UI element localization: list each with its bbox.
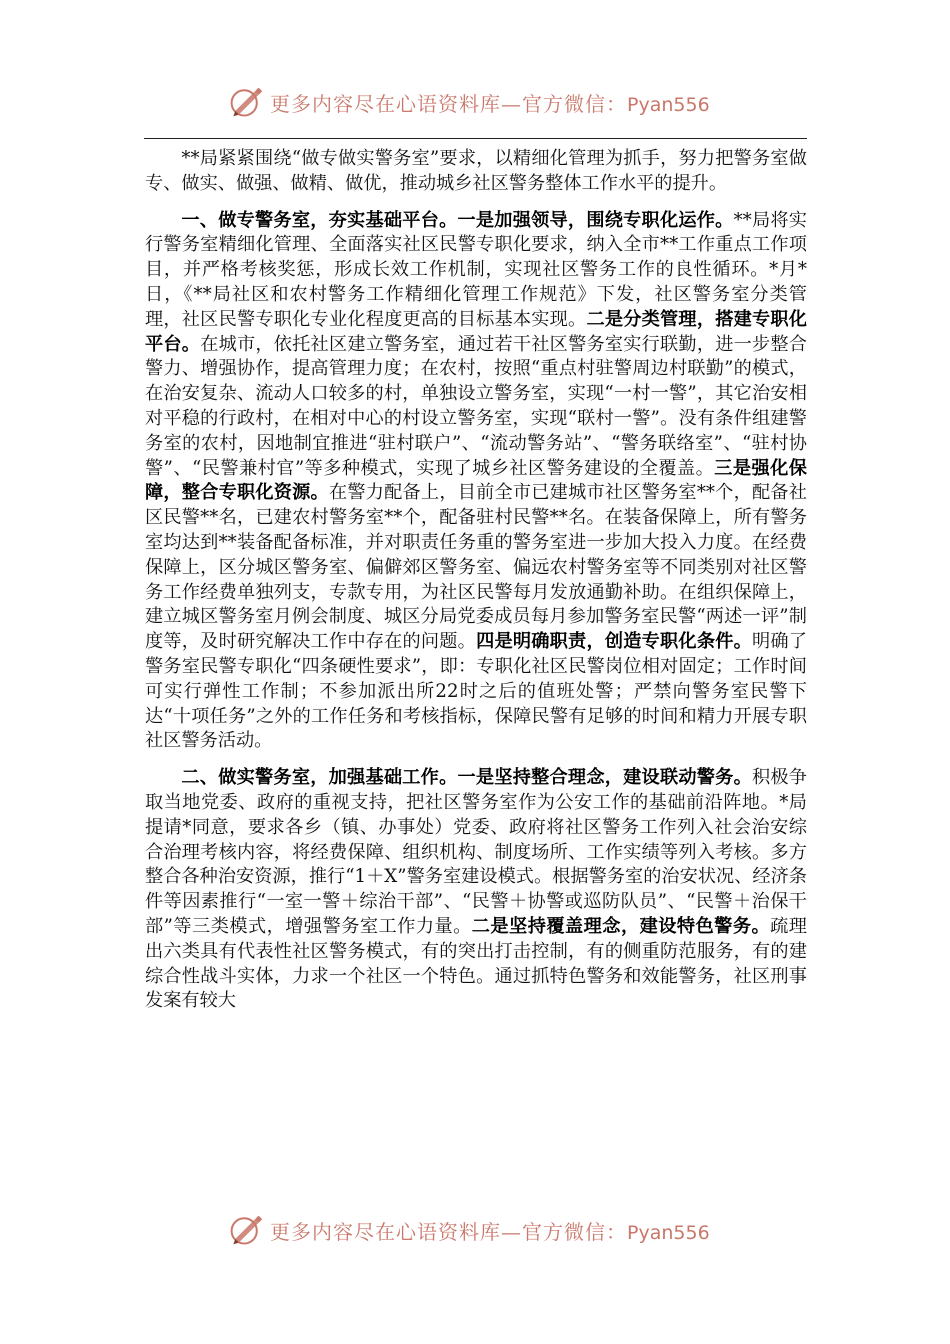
text-run: 疏理出六类具有代表性社区警务模式，有的突出打击控制，有的侧重防范服务，有的建综合性战斗实体，力求一个社区一个特色。通过抓特色警务和效能警务，社区刑事发案有较大 xyxy=(145,915,807,1012)
text-run: 在警力配备上，目前全市已建城市社区警务室**个，配备社区民警**名，已建农村警务室**个，配备驻村民警**名。在装备保障上，所有警务室均达到**装备配备标准，并对职责任务重的警务室进一步加大投入力度。在经费保障上，区分城区警务室、偏僻郊区警务室、偏远农村警务室等不同类别对社区警务工作经费单独列支，专款专用，为社区民警每月发放通勤补助。在组织保障上，建立城区警务室月例会制度、城区分局党委成员每月参加警务室民警“两述一评”制度等，及时研究解决工作中存在的问题。 xyxy=(145,482,807,653)
text-run: 明确了警务室民警专职化“四条硬性要求”，即：专职化社区民警岗位相对固定；工作时间可实行弹性工作制；不参加派出所22时之后的值班处警；严禁向警务室民警下达“十项任务”之外的工作任务和考核指标，保障民警有足够的时间和精力开展专职社区警务活动。 xyxy=(145,631,807,752)
bold-heading-run: 一、做专警务室，夯实基础平台。一是加强领导，围绕专职化运作。 xyxy=(181,209,734,231)
watermark-text: 更多内容尽在心语资料库—官方微信：Pyan556 xyxy=(270,91,710,116)
paragraph xyxy=(145,147,807,197)
header-watermark xyxy=(228,82,710,122)
text-run: 在城市，依托社区建立警务室，通过若干社区警务室实行联勤，进一步整合警力、增强协作，提高管理力度；在农村，按照“重点村驻警周边村联勤”的模式，在治安复杂、流动人口较多的村，单独设立警务室，实现“一村一警”，其它治安相对平稳的行政村，在相对中心的村设立警务室，实现“联村一警”。没有条件组建警务室的农村，因地制宜推进“驻村联户”、“流动警务站”、“警务联络室”、“驻村协警”、“民警兼村官”等多种模式，实现了城乡社区警务建设的全覆盖。 xyxy=(145,333,807,479)
bold-heading-run: 三是强化保障，整合专职化资源。 xyxy=(145,457,807,504)
footer-watermark xyxy=(228,1210,710,1250)
pen-logo-icon xyxy=(228,1212,264,1248)
pen-logo-icon xyxy=(228,84,264,120)
paragraph xyxy=(145,766,807,1014)
bold-heading-run: 四是明确职责，创造专职化条件。 xyxy=(476,631,752,653)
paragraph xyxy=(145,209,807,755)
text-run: **局将实行警务室精细化管理、全面落实社区民警专职化要求，纳入全市**工作重点工作项目，并严格考核奖惩，形成长效工作机制，实现社区警务工作的良性循环。*月*日，《**局社区和农村警务工作精细化管理工作规范》下发，社区警务室分类管理，社区民警专职化专业化程度更高的目标基本实现。 xyxy=(145,209,807,330)
watermark-text: 更多内容尽在心语资料库—官方微信：Pyan556 xyxy=(270,1219,710,1244)
bold-heading-run: 二、做实警务室，加强基础工作。一是坚持整合理念，建设联动警务。 xyxy=(181,767,752,789)
text-run: **局紧紧围绕“做专做实警务室”要求，以精细化管理为抓手，努力把警务室做专、做实、做强、做精、做优，推动城乡社区警务整体工作水平的提升。 xyxy=(145,148,807,194)
bold-heading-run: 二是分类管理，搭建专职化平台。 xyxy=(145,308,807,355)
text-run: 积极争取当地党委、政府的重视支持，把社区警务室作为公安工作的基础前沿阵地。*局提请*同意，要求各乡（镇、办事处）党委、政府将社区警务工作列入社会治安综合治理考核内容，将经费保障、组织机构、制度场所、工作实绩等列入考核。多方整合各种治安资源，推行“1＋X”警务室建设模式。根据警务室的治安状况、经济条件等因素推行“一室一警＋综治干部”、“民警＋协警或巡防队员”、“民警＋治保干部”等三类模式，增强警务室工作力量。 xyxy=(145,767,807,937)
bold-heading-run: 二是坚持覆盖理念，建设特色警务。 xyxy=(471,915,771,937)
document-body xyxy=(145,147,807,1014)
header-rule xyxy=(144,138,807,139)
